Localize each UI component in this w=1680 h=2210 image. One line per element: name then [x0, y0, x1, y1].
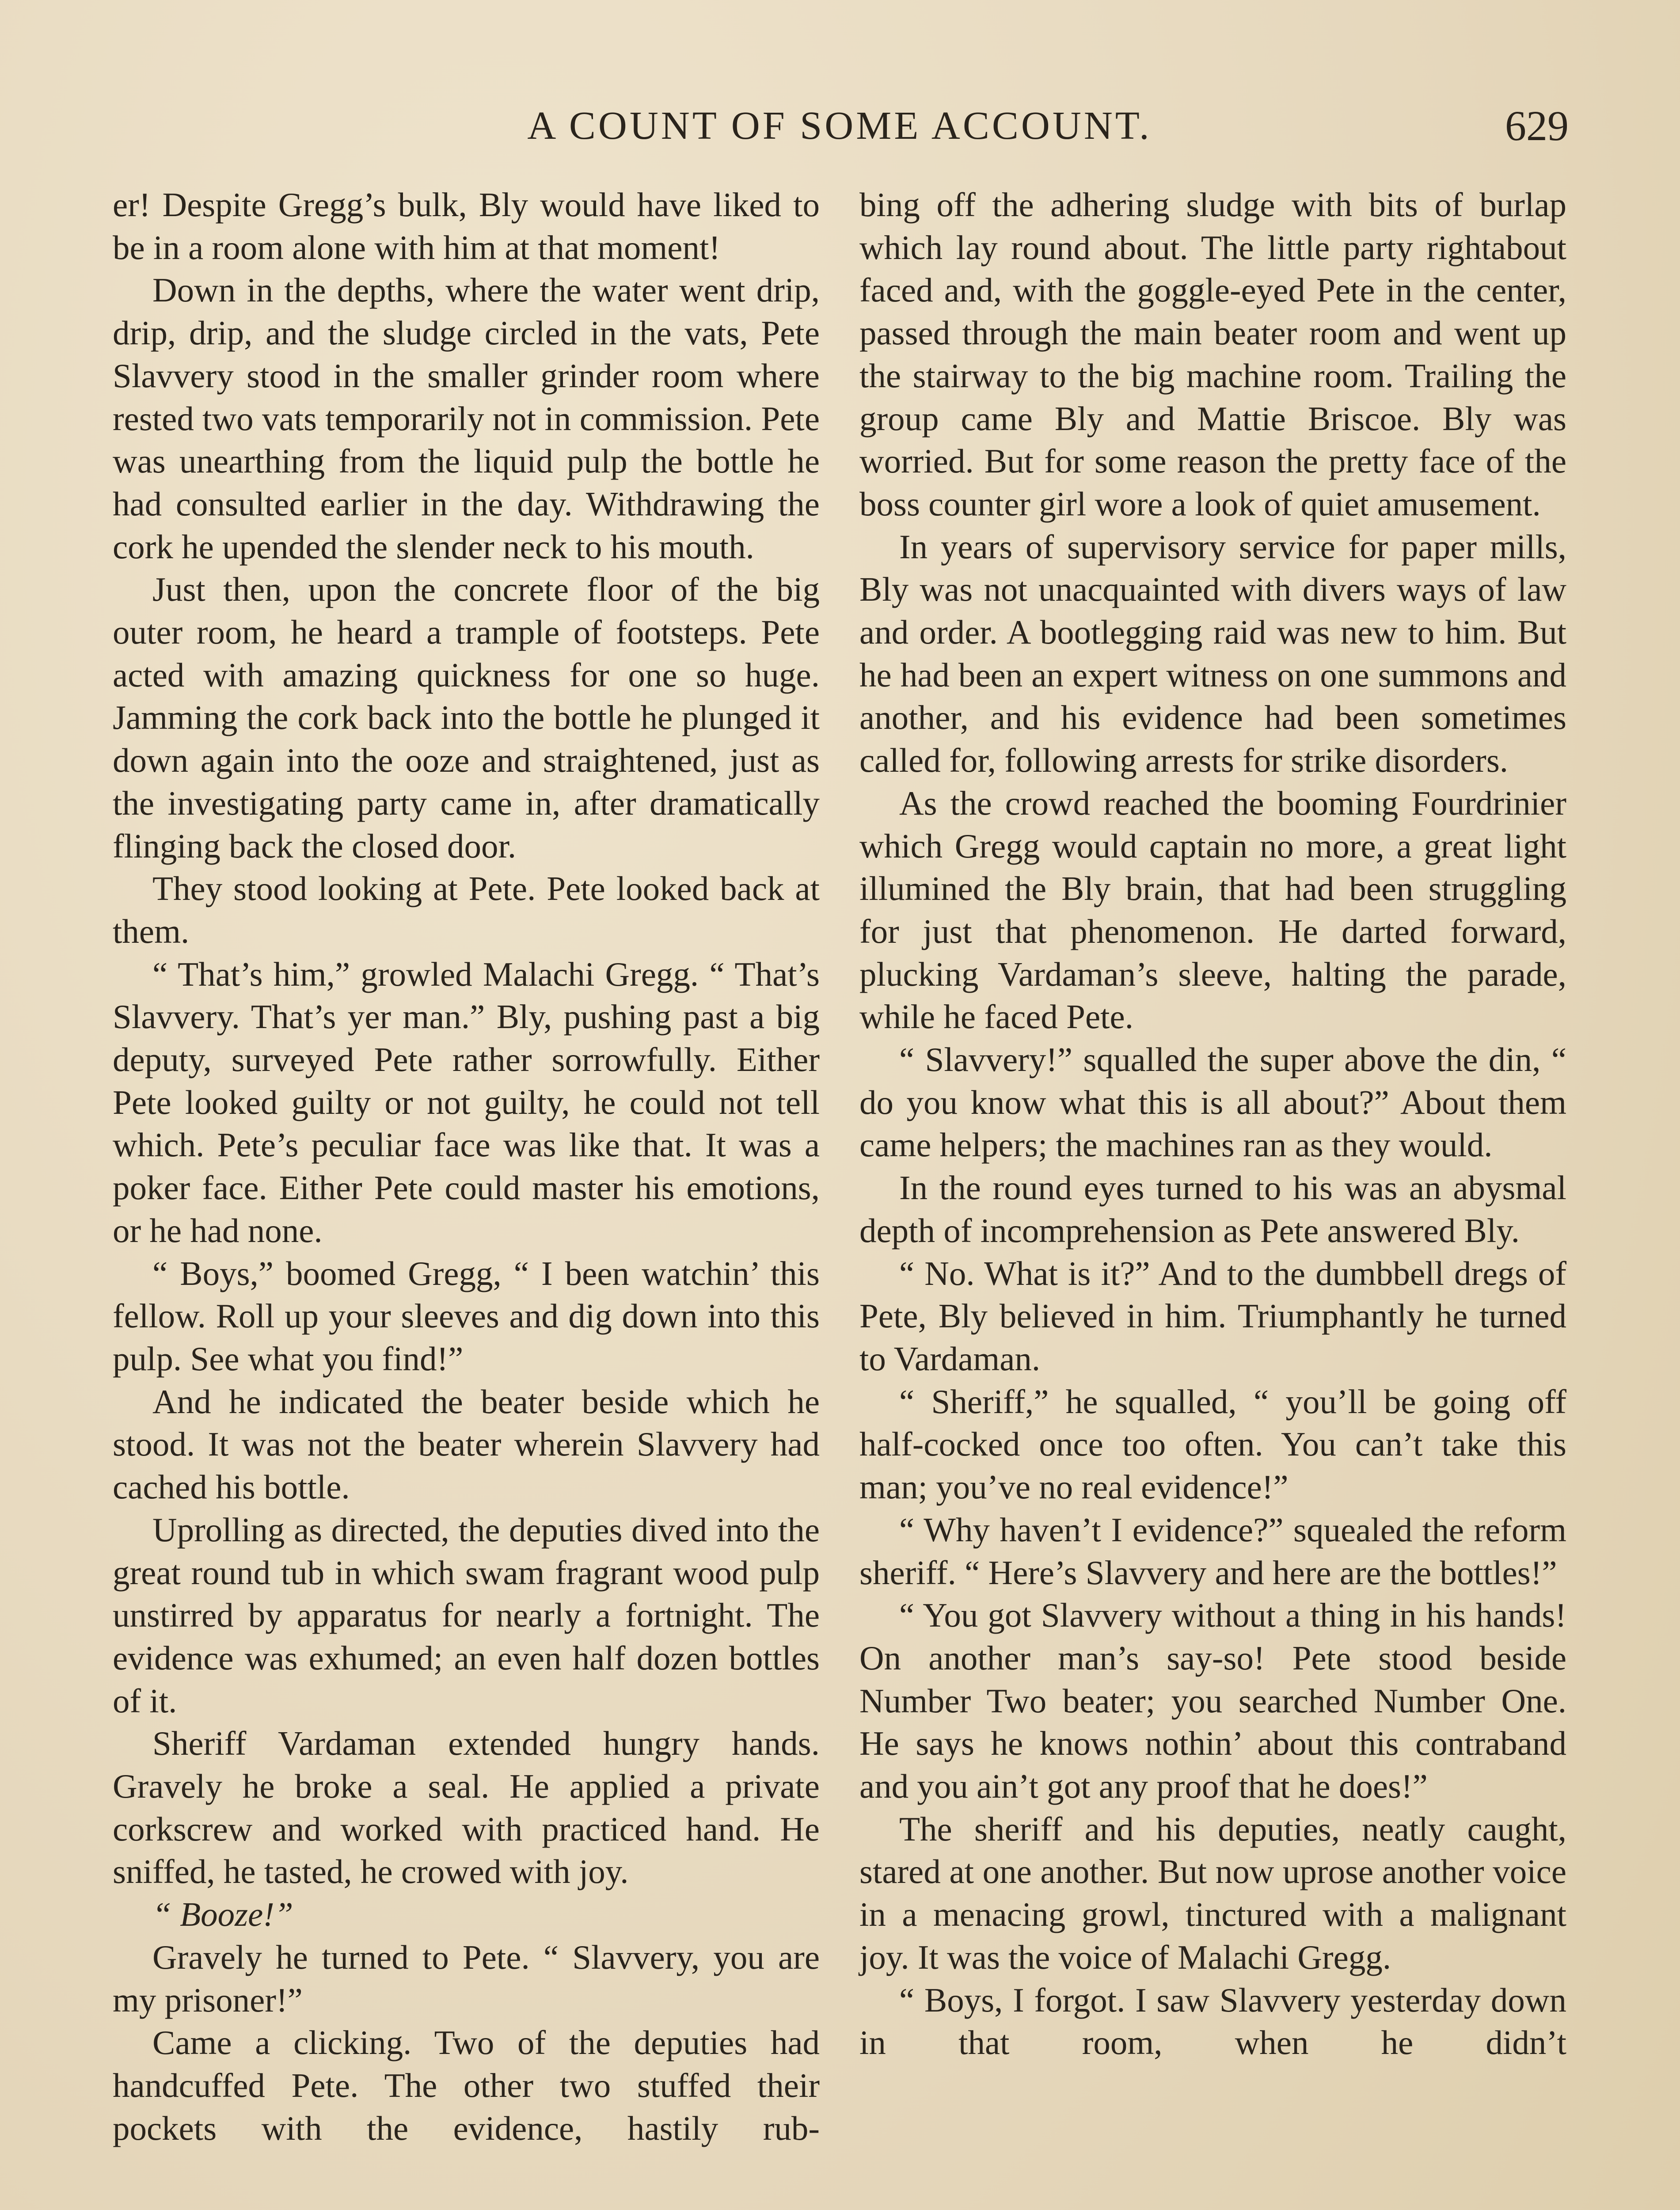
paragraph: Sheriff Vardaman extended hungry hands. Gravely he broke a seal. He applied a private corkscrew and worked with practiced hand. He sniffed, he tasted, he crowed with joy. [113, 1724, 820, 1891]
paragraph: Just then, upon the concrete floor of the big outer room, he heard a trample of footsteps. Pete acted with amazing quickness for one so huge. Jamming the cork back into the bottle he plunged it down again into the ooze and straightened, just as the investigating party came in, after dramatically flinging back the closed door. [113, 570, 820, 865]
paragraph: In years of supervisory service for paper mills, Bly was not unacquainted with divers ways of law and order. A bootlegging raid was new to him. But he had been an expert witness on one summons and another, and his evidence had been sometimes called for, following arrests for strike disorders. [859, 527, 1566, 780]
paragraph: “ Slavvery!” squalled the super above the din, “ do you know what this is all about?” About them came helpers; the machines ran as they would. [859, 1040, 1566, 1164]
paragraph: Down in the depths, where the water went drip, drip, drip, and the sludge circled in the vats, Pete Slavvery stood in the smaller grinder room where rested two vats temporarily not in commission. Pete was unearthing from the liquid pulp the bottle he had consulted earlier in the day. Withdrawing the cork he upended the slender neck to his mouth. [113, 271, 820, 566]
paragraph: “ You got Slavvery without a thing in his hands! On another man’s say-so! Pete stood beside Number Two beater; you searched Number One. He says he knows nothin’ about this contraband and you ain’t got any proof that he does!” [859, 1596, 1566, 1806]
paragraph: bing off the adhering sludge with bits of burlap which lay round about. The little party rightabout faced and, with the goggle-eyed Pete in the center, passed through the main beater room and went up the stairway to the big machine room. Trailing the group came Bly and Mattie Briscoe. Bly was worried. But for some reason the pretty face of the boss counter girl wore a look of quiet amusement. [859, 186, 1566, 523]
paragraph: They stood looking at Pete. Pete looked back at them. [113, 869, 820, 950]
left-text-column [113, 183, 820, 2149]
page-header [110, 95, 1569, 157]
paragraph: “ Boys,” boomed Gregg, “ I been watchin’ this fellow. Roll up your sleeves and dig down into this pulp. See what you find!” [113, 1254, 820, 1378]
paragraph: Came a clicking. Two of the deputies had handcuffed Pete. The other two stuffed their pockets with the evidence, hastily rub- [113, 2023, 820, 2147]
running-title: A COUNT OF SOME ACCOUNT. [527, 104, 1152, 148]
paragraph: Uprolling as directed, the deputies dived into the great round tub in which swam fragrant wood pulp unstirred by apparatus for nearly a fortnight. The evidence was exhumed; an even half dozen bottles of it. [113, 1510, 820, 1720]
paragraph: Gravely he turned to Pete. “ Slavvery, you are my prisoner!” [113, 1938, 820, 2019]
paragraph: In the round eyes turned to his was an abysmal depth of incomprehension as Pete answered Bly. [859, 1169, 1566, 1250]
paragraph: The sheriff and his deputies, neatly caught, stared at one another. But now uprose another voice in a menacing growl, tinctured with a malignant joy. It was the voice of Malachi Gregg. [859, 1810, 1566, 1976]
paragraph: er! Despite Gregg’s bulk, Bly would have liked to be in a room alone with him at that moment! [113, 186, 820, 267]
paragraph: “ Sheriff,” he squalled, “ you’ll be going off half-cocked once too often. You can’t take this man; you’ve no real evidence!” [859, 1382, 1566, 1506]
paragraph: “ Boys, I forgot. I saw Slavvery yesterday down in that room, when he didn’t [859, 1981, 1566, 2062]
paragraph: “ No. What is it?” And to the dumbbell dregs of Pete, Bly believed in him. Triumphantly he turned to Vardaman. [859, 1254, 1566, 1378]
paragraph: As the crowd reached the booming Fourdrinier which Gregg would captain no more, a great light illumined the Bly brain, that had been struggling for just that phenomenon. He darted forward, plucking Vardaman’s sleeve, halting the parade, while he faced Pete. [859, 784, 1566, 1036]
paragraph: “ Booze!” [152, 1895, 293, 1934]
right-text-column [859, 183, 1566, 2064]
paragraph: “ Why haven’t I evidence?” squealed the reform sheriff. “ Here’s Slavvery and here are the bottles!” [859, 1510, 1566, 1592]
paragraph: “ That’s him,” growled Malachi Gregg. “ That’s Slavvery. That’s yer man.” Bly, pushing past a big deputy, surveyed Pete rather sorrowfully. Either Pete looked guilty or not guilty, he could not tell which. Pete’s peculiar face was like that. It was a poker face. Either Pete could master his emotions, or he had none. [113, 955, 820, 1250]
paragraph: And he indicated the beater beside which he stood. It was not the beater wherein Slavvery had cached his bottle. [113, 1382, 820, 1506]
page-number: 629 [1505, 102, 1569, 149]
